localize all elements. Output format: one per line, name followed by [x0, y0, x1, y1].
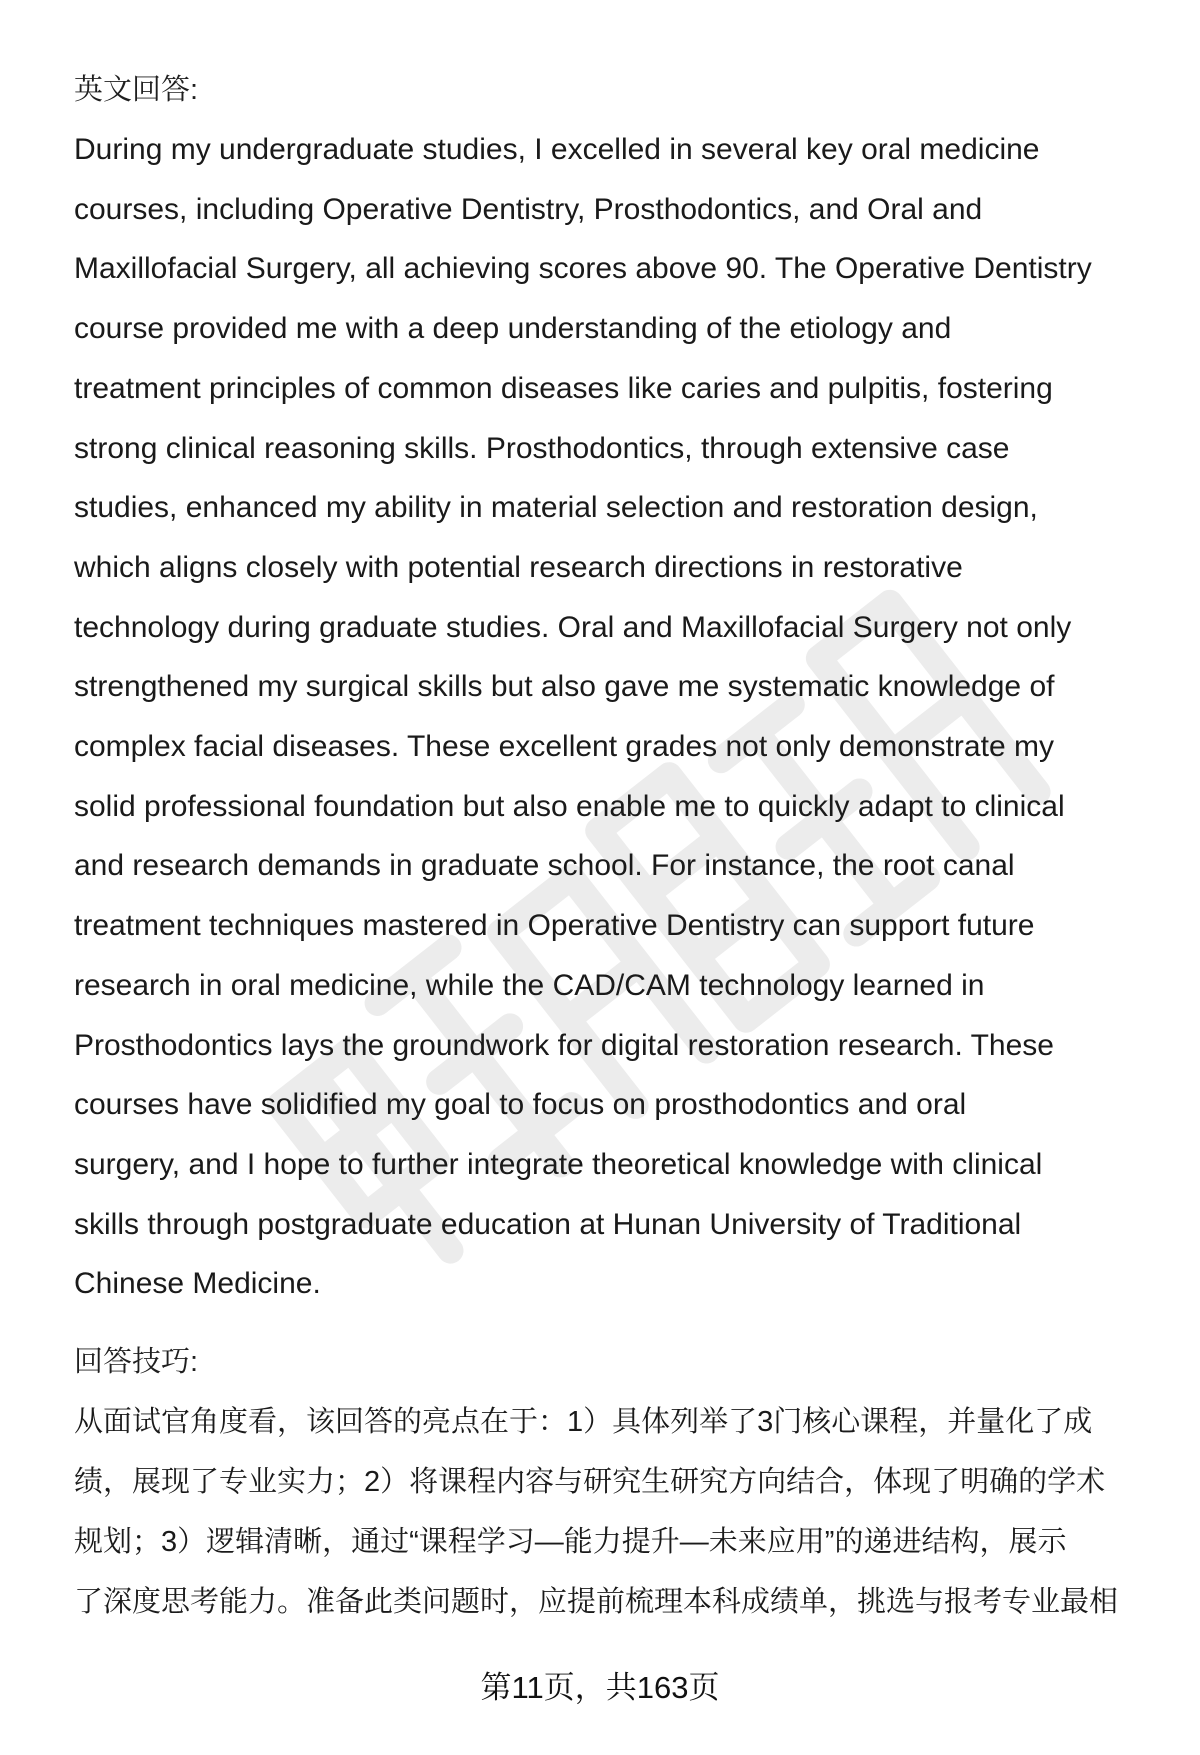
answer-tips-line: 规划；3）逻辑清晰，通过“课程学习—能力提升—未来应用”的递进结构，展示 [74, 1526, 1067, 1559]
english-answer-line: strong clinical reasoning skills. Prosthodontics, through extensive case [74, 431, 1010, 465]
english-answer-line: complex facial diseases. These excellent grades not only demonstrate my [74, 730, 1054, 764]
english-answer-line: and research demands in graduate school. For instance, the root canal [74, 849, 1015, 883]
answer-tips-line: 了深度思考能力。准备此类问题时，应提前梳理本科成绩单，挑选与报考专业最相 [74, 1586, 1119, 1619]
document-content [74, 60, 1164, 1632]
page-number-footer: 第11页，共163页 [480, 1670, 720, 1705]
english-answer-paragraph [74, 120, 1164, 1314]
english-answer-line: solid professional foundation but also enable me to quickly adapt to clinical [74, 789, 1065, 823]
english-answer-line: Maxillofacial Surgery, all achieving scores above 90. The Operative Dentistry [74, 252, 1092, 286]
english-answer-line: studies, enhanced my ability in material selection and restoration design, [74, 491, 1038, 525]
english-answer-line: strengthened my surgical skills but also gave me systematic knowledge of [74, 670, 1055, 704]
english-answer-line: courses have solidified my goal to focus on prosthodontics and oral [74, 1088, 967, 1122]
answer-tips-line: 绩，展现了专业实力；2）将课程内容与研究生研究方向结合，体现了明确的学术 [74, 1466, 1106, 1499]
answer-tips-heading: 回答技巧: [74, 1346, 199, 1379]
english-answer-line: surgery, and I hope to further integrate theoretical knowledge with clinical [74, 1147, 1043, 1181]
english-answer-heading: 英文回答: [74, 74, 199, 106]
english-answer-line: skills through postgraduate education at Hunan University of Traditional [74, 1207, 1022, 1241]
english-answer-line: which aligns closely with potential research directions in restorative [74, 550, 963, 584]
english-answer-line: treatment techniques mastered in Operative Dentistry can support future [74, 909, 1035, 943]
english-answer-line: course provided me with a deep understanding of the etiology and [74, 312, 952, 346]
english-answer-line: technology during graduate studies. Oral and Maxillofacial Surgery not only [74, 610, 1072, 644]
english-answer-line: Prosthodontics lays the groundwork for digital restoration research. These [74, 1028, 1054, 1062]
english-answer-line: research in oral medicine, while the CAD/CAM technology learned in [74, 968, 985, 1002]
english-answer-line: During my undergraduate studies, I excelled in several key oral medicine [74, 133, 1040, 166]
english-answer-line: courses, including Operative Dentistry, Prosthodontics, and Oral and [74, 192, 983, 226]
answer-tips-line: 从面试官角度看，该回答的亮点在于：1）具体列举了3门核心课程，并量化了成 [74, 1406, 1093, 1439]
english-answer-line: Chinese Medicine. [74, 1267, 321, 1301]
english-answer-line: treatment principles of common diseases like caries and pulpitis, fostering [74, 371, 1053, 405]
answer-tips-paragraph [74, 1392, 1164, 1632]
